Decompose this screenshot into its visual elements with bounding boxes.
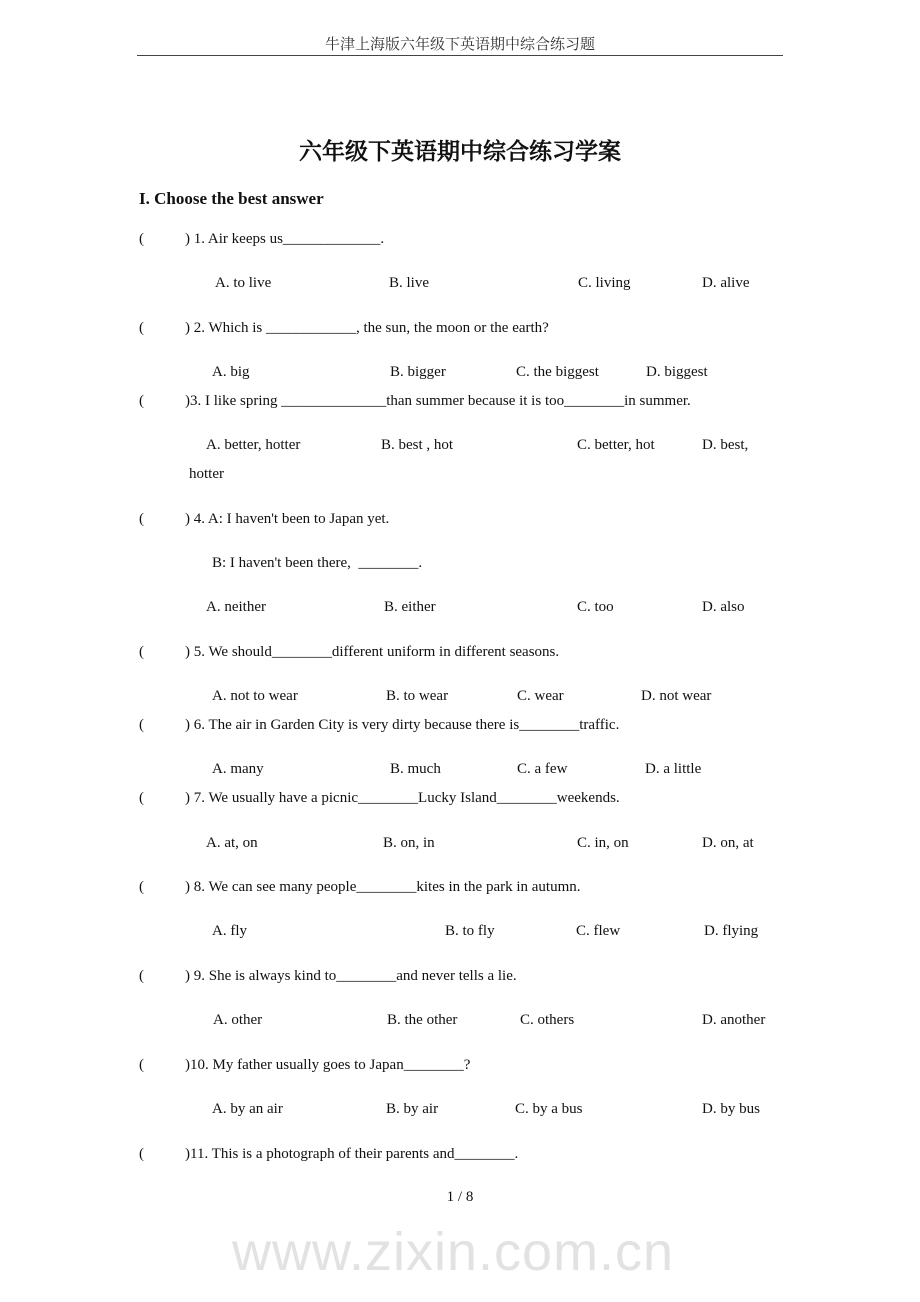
answer-option: A. other bbox=[213, 1012, 263, 1028]
question-stem: )11. This is a photograph of their parents and________. bbox=[185, 1146, 519, 1162]
question-stem: ) 5. We should________different uniform in different seasons. bbox=[185, 644, 560, 660]
answer-option: B. on, in bbox=[383, 835, 435, 851]
question-stem: ) 6. The air in Garden City is very dirty because there is________traffic. bbox=[185, 717, 620, 733]
answer-option: A. at, on bbox=[206, 835, 258, 851]
answer-option: A. fly bbox=[212, 923, 247, 939]
answer-option: C. a few bbox=[517, 761, 568, 777]
answer-option: B. much bbox=[390, 761, 441, 777]
answer-option: B. to fly bbox=[445, 923, 495, 939]
page-number: 1 / 8 bbox=[446, 1189, 474, 1205]
answer-option: D. alive bbox=[702, 275, 750, 291]
answer-option: B. best , hot bbox=[381, 437, 454, 453]
answer-bracket: ( bbox=[139, 879, 144, 895]
question-stem: ) 4. A: I haven't been to Japan yet. bbox=[185, 511, 390, 527]
question-stem: ) 1. Air keeps us_____________. bbox=[185, 231, 385, 247]
answer-option: D. also bbox=[702, 599, 745, 615]
answer-option-wrap: hotter bbox=[189, 466, 224, 482]
answer-option: C. in, on bbox=[577, 835, 629, 851]
question-stem: ) 8. We can see many people________kites in the park in autumn. bbox=[185, 879, 581, 895]
answer-bracket: ( bbox=[139, 790, 144, 806]
question-stem: ) 7. We usually have a picnic________Lucky Island________weekends. bbox=[185, 790, 620, 806]
watermark: www.zixin.com.cn bbox=[232, 1222, 675, 1282]
answer-option: D. on, at bbox=[702, 835, 754, 851]
answer-option: D. another bbox=[702, 1012, 766, 1028]
answer-bracket: ( bbox=[139, 511, 144, 527]
answer-option: B. to wear bbox=[386, 688, 449, 704]
answer-option: A. neither bbox=[206, 599, 266, 615]
answer-option: A. to live bbox=[215, 275, 272, 291]
answer-option: C. living bbox=[578, 275, 631, 291]
question-stem: ) 9. She is always kind to________and never tells a lie. bbox=[185, 968, 517, 984]
question-stem: )3. I like spring ______________than summer because it is too________in summer. bbox=[185, 393, 691, 409]
answer-bracket: ( bbox=[139, 231, 144, 247]
running-header: 牛津上海版六年级下英语期中综合练习题 bbox=[324, 35, 595, 53]
answer-bracket: ( bbox=[139, 1146, 144, 1162]
answer-bracket: ( bbox=[139, 320, 144, 336]
answer-bracket: ( bbox=[139, 644, 144, 660]
answer-option: D. biggest bbox=[646, 364, 708, 380]
answer-option: A. by an air bbox=[212, 1101, 283, 1117]
answer-option: D. not wear bbox=[641, 688, 712, 704]
answer-option: B. live bbox=[389, 275, 429, 291]
question-stem: ) 2. Which is ____________, the sun, the moon or the earth? bbox=[185, 320, 549, 336]
answer-option: B. the other bbox=[387, 1012, 458, 1028]
answer-option: B. either bbox=[384, 599, 436, 615]
answer-option: C. wear bbox=[517, 688, 564, 704]
answer-option: A. not to wear bbox=[212, 688, 298, 704]
answer-option: D. best, bbox=[702, 437, 749, 453]
answer-option: B. by air bbox=[386, 1101, 439, 1117]
answer-option: C. better, hot bbox=[577, 437, 655, 453]
answer-option: C. others bbox=[520, 1012, 575, 1028]
answer-option: D. a little bbox=[645, 761, 702, 777]
answer-option: A. big bbox=[212, 364, 250, 380]
question-stem: )10. My father usually goes to Japan________? bbox=[185, 1057, 471, 1073]
answer-option: B. bigger bbox=[390, 364, 446, 380]
answer-option: D. by bus bbox=[702, 1101, 760, 1117]
question-line: B: I haven't been there, ________. bbox=[212, 555, 423, 571]
answer-option: C. by a bus bbox=[515, 1101, 583, 1117]
answer-bracket: ( bbox=[139, 393, 144, 409]
section-heading: I. Choose the best answer bbox=[139, 189, 324, 208]
answer-option: A. many bbox=[212, 761, 264, 777]
answer-bracket: ( bbox=[139, 1057, 144, 1073]
answer-bracket: ( bbox=[139, 968, 144, 984]
header-divider bbox=[137, 55, 783, 56]
page-title: 六年级下英语期中综合练习学案 bbox=[299, 139, 621, 165]
answer-bracket: ( bbox=[139, 717, 144, 733]
answer-option: D. flying bbox=[704, 923, 759, 939]
answer-option: A. better, hotter bbox=[206, 437, 301, 453]
answer-option: C. the biggest bbox=[516, 364, 599, 380]
answer-option: C. flew bbox=[576, 923, 621, 939]
answer-option: C. too bbox=[577, 599, 614, 615]
